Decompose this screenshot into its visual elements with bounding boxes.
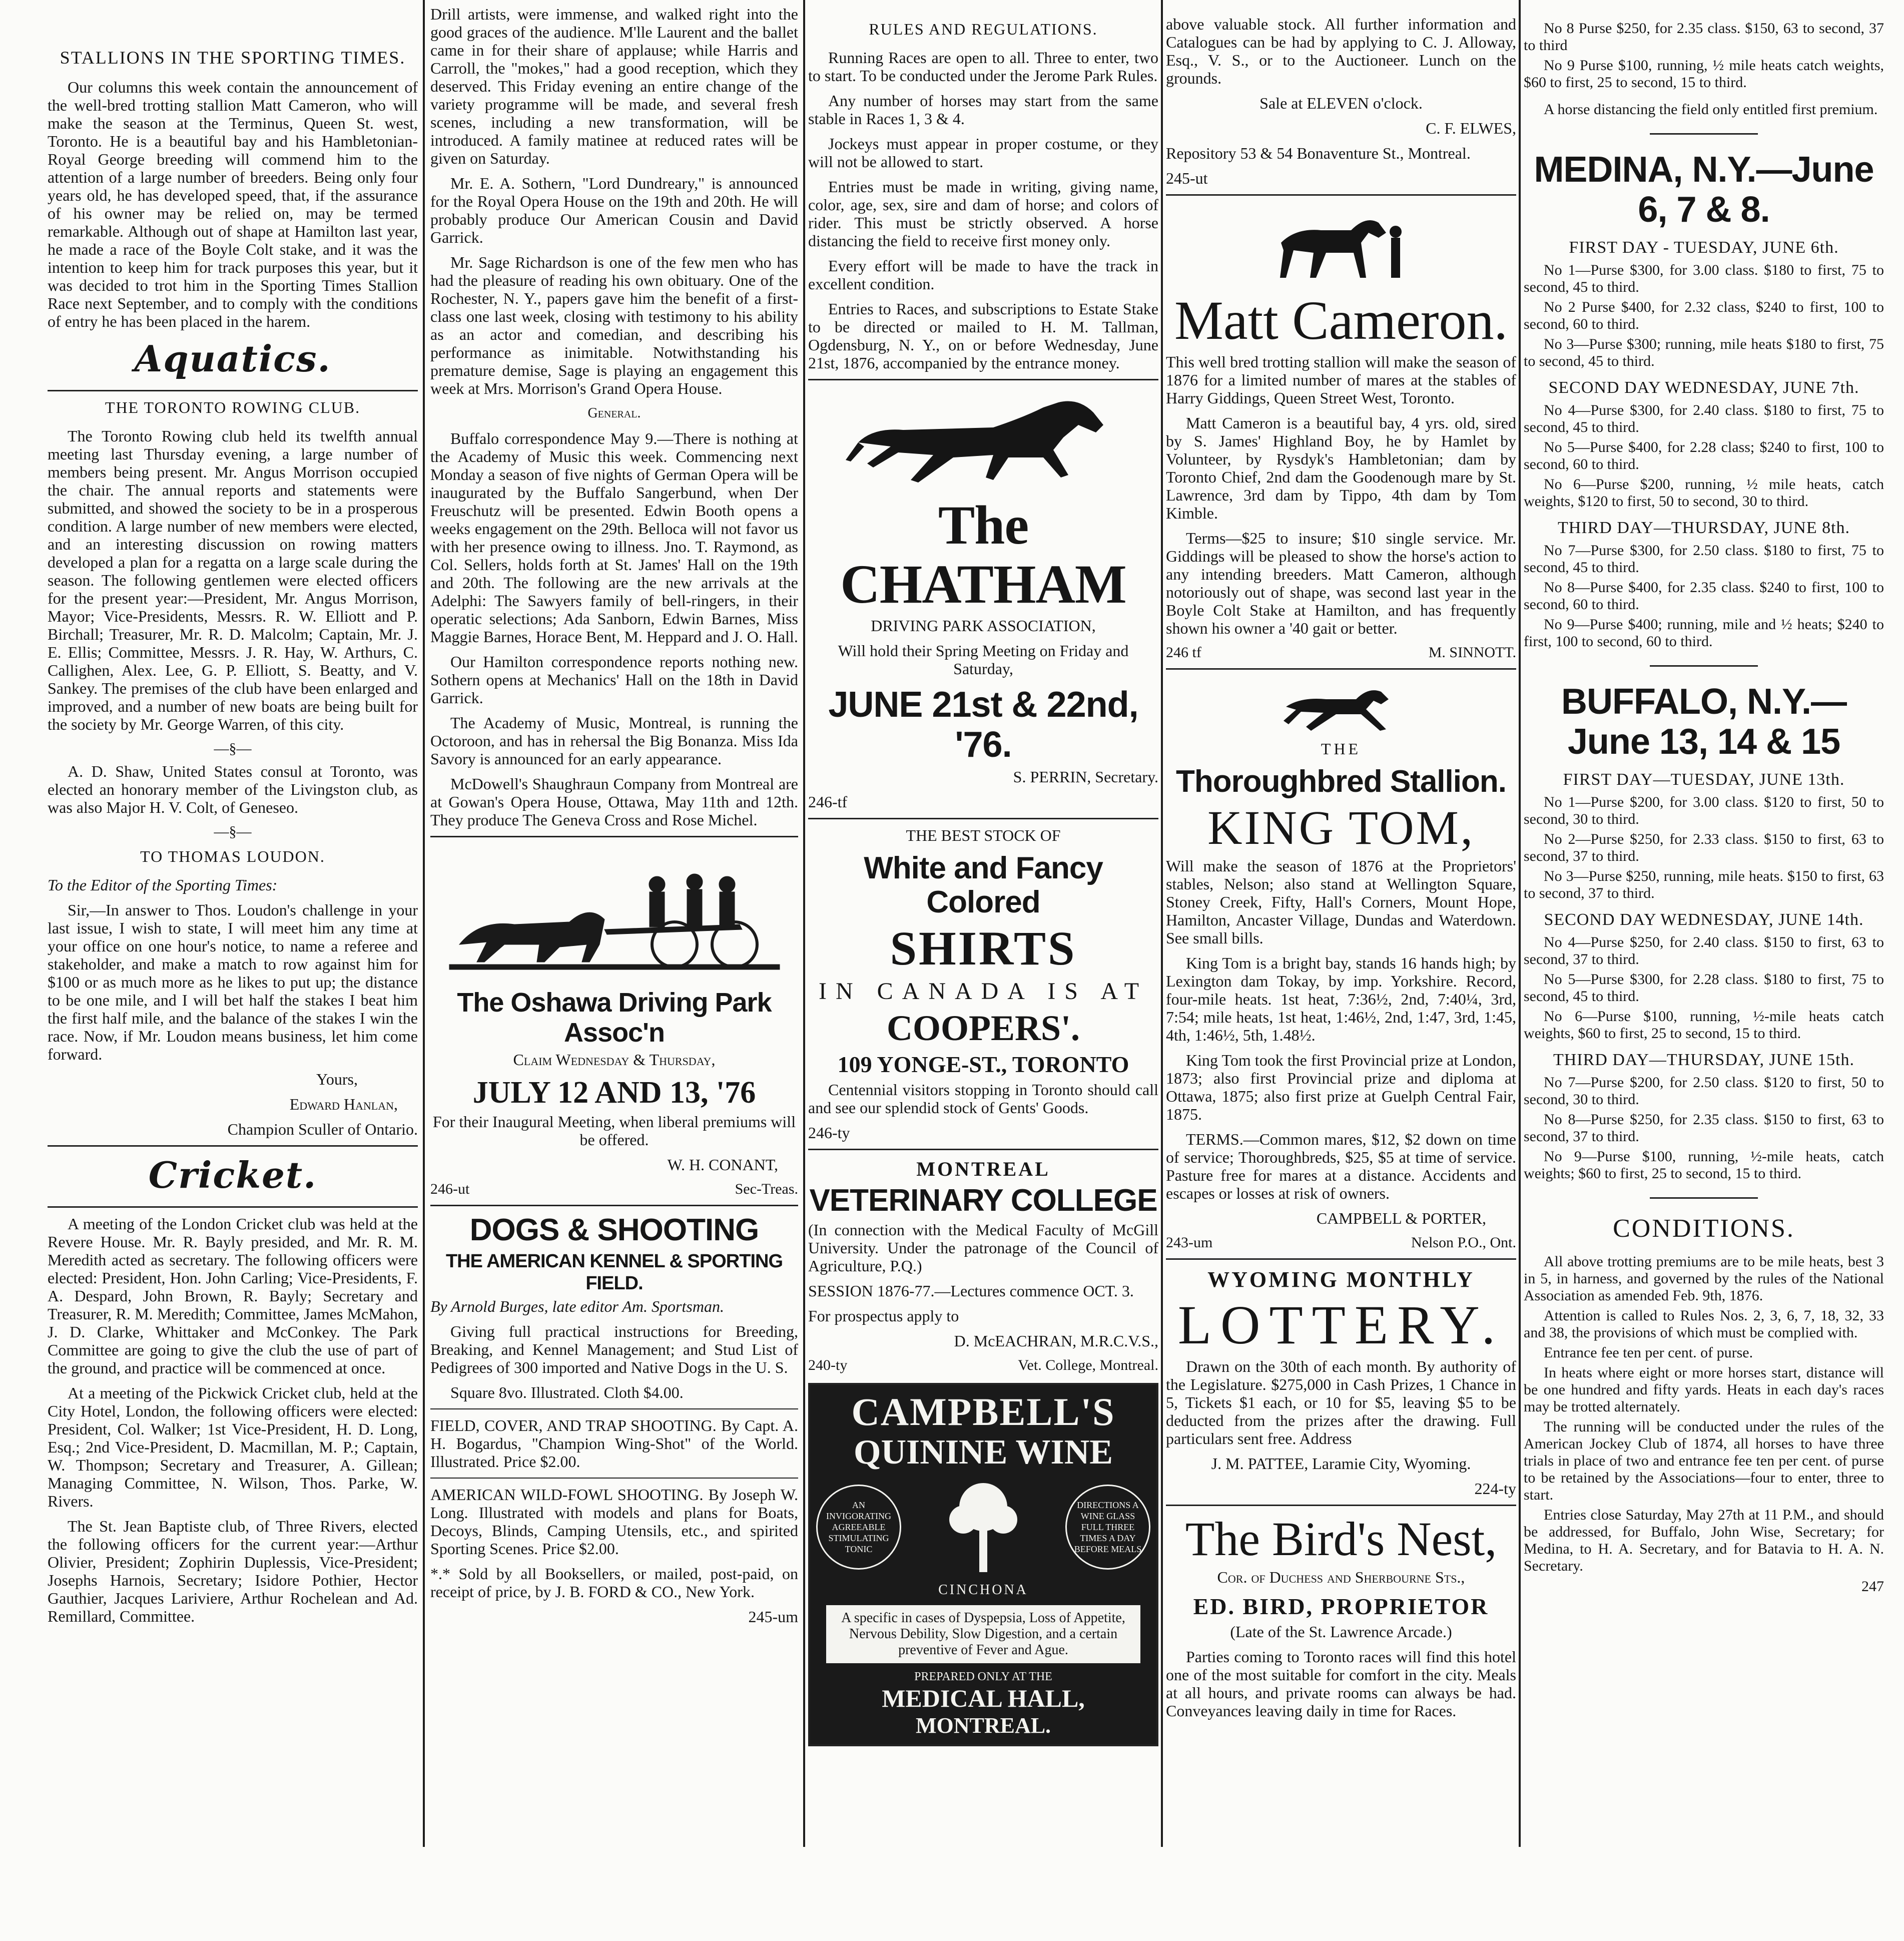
condition-item: All above trotting premiums are to be mile heats, best 3 in 5, in harness, and governed by the rules of the National Association as amended Feb. 9th, 1876. xyxy=(1524,1253,1884,1304)
birdsnest-late: (Late of the St. Lawrence Arcade.) xyxy=(1230,1623,1452,1641)
race-entry: No 8—Purse $250, for 2.35 class. $150 to first, 63 to second, 37 to third. xyxy=(1524,1111,1884,1145)
oshawa-code: 246-ut xyxy=(430,1181,470,1197)
oshawa-date: JULY 12 AND 13, '76 xyxy=(472,1076,756,1110)
cricket-p3: The St. Jean Baptiste club, of Three Rivers, elected the following officers for the current year:—Arthur Olivier, President; Zophirin Duplessis, Vice-President; Josephs Harnois, Secretary; Isidore Pothier, Hector Gauthier, Jacques Lariviere, Arthur Rochelean and Ad. Remillard, Committee. xyxy=(48,1517,418,1625)
matt-title: Matt Cameron. xyxy=(1174,290,1508,351)
medina-day-1: FIRST DAY - TUESDAY, JUNE 6th. xyxy=(1569,238,1839,257)
lottery-signer: J. M. PATTEE, Laramie City, Wyoming. xyxy=(1211,1454,1471,1473)
campbell-hall: MEDICAL HALL, xyxy=(882,1684,1085,1712)
rule-item: Any number of horses may start from the same stable in Races 1, 3 & 4. xyxy=(808,92,1158,128)
divider xyxy=(430,836,798,837)
race-entry: No 2 Purse $400, for 2.32 class, $240 to first, 100 to second, 60 to third. xyxy=(1524,299,1884,332)
medina-day-3: THIRD DAY—THURSDAY, JUNE 8th. xyxy=(1557,519,1850,537)
race-entry: No 5—Purse $300, for 2.28 class. $180 to first, 75 to second, 45 to third. xyxy=(1524,971,1884,1005)
condition-item: Entries close Saturday, May 27th at 11 P.M., and should be addressed, for Buffalo, John Wise, Secretary; for Medina, to H. A. Secretary, and for Batavia to H. A. N. Secretary. xyxy=(1524,1507,1884,1574)
general-heading: General. xyxy=(587,405,641,421)
race-entry: No 3—Purse $300; running, mile heats $180 to first, 75 to second, 45 to third. xyxy=(1524,336,1884,369)
race-entry: No 9—Purse $400; running, mile and ½ heats; $240 to first, 100 to second, 60 to third. xyxy=(1524,616,1884,650)
divider xyxy=(430,1478,798,1479)
medina-heading: MEDINA, N.Y.—June 6, 7 & 8. xyxy=(1534,150,1874,230)
campbell-line1: CAMPBELL'S xyxy=(851,1390,1115,1433)
kingtom-place: Nelson P.O., Ont. xyxy=(1411,1234,1516,1251)
oshawa-signer: W. H. CONANT, xyxy=(667,1156,778,1174)
buffalo-day-2: SECOND DAY WEDNESDAY, JUNE 14th. xyxy=(1544,910,1864,929)
campbell-city: MONTREAL. xyxy=(915,1713,1051,1738)
divider xyxy=(808,379,1158,380)
race-entry: No 9 Purse $100, running, ½ mile heats catch weights, $60 to first, 25 to second, 15 to third. xyxy=(1524,57,1884,91)
rule-item: Entries must be made in writing, giving name, color, age, sex, sire and dam of horse; and colors of rider. This must be strictly observed. A horse distancing the field to receive first money only. xyxy=(808,178,1158,250)
column-2 xyxy=(430,5,798,1847)
kingtom-signer: CAMPBELL & PORTER, xyxy=(1316,1209,1486,1227)
divider xyxy=(48,390,418,391)
dogs-desc: Giving full practical instructions for Breeding, Breaking, and Kennel Management; and Stud List of Pedigrees of 300 imported and Native Dogs in the U. S. xyxy=(430,1322,798,1376)
loudon-title: TO THOMAS LOUDON. xyxy=(140,847,325,865)
race-entry: No 7—Purse $300, for 2.50 class. $180 to first, 75 to second, 45 to third. xyxy=(1524,542,1884,576)
rule-item: Running Races are open to all. Three to enter, two to start. To be conducted under the Jerome Park Rules. xyxy=(808,49,1158,85)
race-entry: No 8—Purse $400, for 2.35 class. $240 to first, 100 to second, 60 to third. xyxy=(1524,579,1884,613)
lottery-title: WYOMING MONTHLY xyxy=(1207,1267,1475,1292)
race-entry: No 4—Purse $250, for 2.40 class. $150 to first, 63 to second, 37 to third. xyxy=(1524,934,1884,967)
loudon-yours: Yours, xyxy=(316,1070,358,1088)
hamilton-note: Our Hamilton correspondence reports nothing new. Sothern opens at Mechanics' Hall on the 18th in David Garrick. xyxy=(430,653,798,707)
race-entry: No 3—Purse $250, running, mile heats. $150 to first, 63 to second, 37 to third. xyxy=(1524,868,1884,901)
condition-item: The running will be conducted under the rules of the American Jockey Club of 1874, all horses to have three trials in place of two and entrance fee ten per cent. of purse to be retained by the Associations—four to enter, three to start. xyxy=(1524,1418,1884,1503)
oshawa-body: For their Inaugural Meeting, when liberal premiums will be offered. xyxy=(432,1113,796,1149)
matt-code: 246 tf xyxy=(1166,644,1201,661)
divider xyxy=(1166,194,1516,196)
column-rule-3 xyxy=(1161,0,1163,1847)
kingtom-title: KING TOM, xyxy=(1207,801,1475,854)
column-rule-4 xyxy=(1519,0,1521,1847)
divider xyxy=(808,818,1158,819)
conditions-title: CONDITIONS. xyxy=(1613,1214,1795,1243)
shirts-line4: COOPERS'. xyxy=(886,1008,1080,1048)
conditions-code: 247 xyxy=(1861,1578,1884,1595)
rowing-club-title: THE TORONTO ROWING CLUB. xyxy=(105,398,361,416)
divider xyxy=(1166,1505,1516,1506)
birdsnest-title: The Bird's Nest, xyxy=(1185,1512,1497,1566)
campbell-prep: PREPARED ONLY AT THE xyxy=(914,1670,1052,1683)
shirts-line3: IN CANADA IS AT xyxy=(818,978,1148,1005)
vet-line2: VETERINARY COLLEGE xyxy=(809,1183,1157,1218)
running-horse-icon xyxy=(1281,677,1401,737)
auction-sale-time: Sale at ELEVEN o'clock. xyxy=(1259,94,1423,112)
kingtom-code: 243-um xyxy=(1166,1234,1213,1251)
rule-item: Entries to Races, and subscriptions to Estate Stake to be directed or mailed to H. M. Tallman, Ogdensburg, N. Y., on or before Wednesday, June 21st, 1876, accompanied by the entrance money. xyxy=(808,300,1158,372)
shirts-pre: THE BEST STOCK OF xyxy=(906,826,1061,844)
divider xyxy=(1166,668,1516,670)
matt-owner: M. SINNOTT. xyxy=(1428,644,1516,661)
dogs-title: DOGS & SHOOTING xyxy=(469,1213,759,1247)
chatham-body: Will hold their Spring Meeting on Friday and Saturday, xyxy=(838,642,1129,678)
matt-p1: This well bred trotting stallion will make the season of 1876 for a limited number of mares at the stables of Harry Giddings, Queen Street West, Toronto. xyxy=(1166,353,1516,407)
condition-item: Entrance fee ten per cent. of purse. xyxy=(1544,1344,1753,1361)
kingtom-p1: Will make the season of 1876 at the Proprietors' stables, Nelson; also stand at Wellington Square, Stoney Creek, Fifty, Hall's Corners, Mount Hope, Hamilton, Ancaster Village, Dundas and Waterdown. See small bills. xyxy=(1166,857,1516,947)
chatham-code: 246-tf xyxy=(808,793,848,811)
kingtom-sub: Thoroughbred Stallion. xyxy=(1176,764,1506,799)
birdsnest-proprietor: ED. BIRD, PROPRIETOR xyxy=(1193,1594,1489,1619)
race-entry: No 2—Purse $250, for 2.33 class. $150 to first, 63 to second, 37 to third. xyxy=(1524,831,1884,864)
lottery-big: LOTTERY. xyxy=(1177,1294,1505,1355)
cricket-p2: At a meeting of the Pickwick Cricket club, held at the City Hotel, London, the following officers were elected: President, Col. Walker; 1st Vice-President, H. D. Long, Esq.; 2nd Vice-President, D. Macmillan, M. P.; Captain, W. Thompson; Secretary and Treasurer, A. Gillean; Managing Committee, N. Wilson, Thos. Parke, W. Rivers. xyxy=(48,1384,418,1510)
chatham-title: The CHATHAM xyxy=(840,495,1126,615)
column-rule-2 xyxy=(803,0,805,1847)
cricket-p1: A meeting of the London Cricket club was held at the Revere House. Mr. R. Bayly presided, and Mr. R. M. Meredith acted as secretary. The following officers were elected: President, Hon. John Carling; Vice-Presidents, F. A. Despard, John Brown, R. Bayly; Secretary and Treasurer, R. M. Meredith; Committee, James McMahon, J. D. Clarke, Whittaker and McConkey. The Park Committee are going to give the club the use of part of the ground, and practice will be commenced at once. xyxy=(48,1215,418,1377)
divider xyxy=(48,1145,418,1147)
race-entry: No 9—Purse $100, running, ½-mile heats, catch weights; $60 to first, 25 to second, 15 to third. xyxy=(1524,1148,1884,1182)
buffalo-heading: BUFFALO, N.Y.—June 13, 14 & 15 xyxy=(1561,682,1846,762)
kingtom-p4: TERMS.—Common mares, $12, $2 down on time of service; Thoroughbreds, $25, $5 at time of service. Pasture free for mares at a distance. Accidents and escapes or losses at risk of owners. xyxy=(1166,1130,1516,1202)
matt-p2: Matt Cameron is a beautiful bay, 4 yrs. old, sired by S. James' Highland Boy, he by Hamlet by Volunteer, by Rysdyk's Hambletonian; dam by Toronto Chief, 2nd dam the Goodenough mare by St. Lawrence, 3rd dam by Tippo, 4th dam by Tom Kimble. xyxy=(1166,414,1516,522)
buffalo-day-1: FIRST DAY—TUESDAY, JUNE 13th. xyxy=(1563,770,1845,789)
vet-session: SESSION 1876-77.—Lectures commence OCT. 3. xyxy=(808,1282,1134,1300)
divider xyxy=(1650,665,1758,667)
condition-item: In heats where eight or more horses start, distance will be one hundred and fifty yards. Heats in each day's races may be trotted alternately. xyxy=(1524,1364,1884,1415)
divider xyxy=(430,1408,798,1409)
shirts-line2: SHIRTS xyxy=(890,921,1077,975)
dogs-subtitle: THE AMERICAN KENNEL & SPORTING FIELD. xyxy=(445,1251,783,1294)
chatham-sub: DRIVING PARK ASSOCIATION, xyxy=(871,617,1096,635)
divider xyxy=(808,1149,1158,1150)
campbell-quinine-ad xyxy=(808,1383,1158,1746)
kingtom-p2: King Tom is a bright bay, stands 16 hands high; by Lexington dam Tokay, by imp. Yorkshire. Record, four-mile heats. 1st heat, 7:36½, 2nd, 7:40¼, 3rd, 7:54; mile heats, 1st heat, 1:46½, 2nd, 1:47, 3rd, 1:45, 4th, 1:46½, 5th, 1.48½. xyxy=(1166,954,1516,1044)
loudon-body: Sir,—In answer to Thos. Loudon's challenge in your last issue, I wish to state, I will meet him any time at your office on one hour's notice, to name a referee and stakeholder, and make a match to row against him for $100 or as much more as he likes to put up; the distance to be one mile, and I will bet half the stakes I beat him the first half mile, and the balance of the stakes I win the race. Now, if Mr. Loudon means business, let him come forward. xyxy=(48,901,418,1063)
loudon-signer-title: Champion Sculler of Ontario. xyxy=(227,1120,418,1138)
field-cover-trap: FIELD, COVER, AND TRAP SHOOTING. By Capt. A. H. Bogardus, "Champion Wing-Shot" of the World. Illustrated. Price $2.00. xyxy=(430,1416,798,1471)
distancing-note: A horse distancing the field only entitled first premium. xyxy=(1544,101,1878,118)
cinchona-tree-icon xyxy=(938,1477,1028,1577)
divider xyxy=(1650,1197,1758,1199)
stallions-body: Our columns this week contain the announcement of the well-bred trotting stallion Matt Cameron, who will make the season at the Terminus, Queen St. west, Toronto. He is a beautiful bay and his Hambletonian-Royal George breeding will commend him to the attention of a large number of breeders. Being only four years old, he has developed speed, that, if the assurance of his owner may be relied on, may be termed remarkable. Although out of shape at Hamilton last year, he made a race of the Boyle Colt stake, and it was the intention to keep him for track purposes this year, but it was decided to trot him in the Sporting Times Stallion Race next September, and to comply with the conditions of entry he has been placed in the harem. xyxy=(48,78,418,330)
chatham-date: JUNE 21st & 22nd, '76. xyxy=(828,685,1138,765)
dogs-code: 245-um xyxy=(748,1608,798,1626)
campbell-right-seal: DIRECTIONS A WINE GLASS FULL THREE TIMES A DAY BEFORE MEALS xyxy=(1065,1485,1150,1570)
kingtom-p3: King Tom took the first Provincial prize at London, 1873; also first Provincial prize and diploma at Ottawa, 1875; also first prize at Guelph Central Fair, 1875. xyxy=(1166,1051,1516,1123)
oshawa-claim: Claim Wednesday & Thursday, xyxy=(513,1051,716,1069)
lottery-code: 224-ty xyxy=(1474,1480,1516,1498)
race-entry: No 1—Purse $300, for 3.00 class. $180 to first, 75 to second, 45 to third. xyxy=(1524,262,1884,295)
race-entry: No 7—Purse $200, for 2.50 class. $120 to first, 50 to second, 30 to third. xyxy=(1524,1074,1884,1108)
birdsnest-address: Cor. of Duchess and Sherbourne Sts., xyxy=(1217,1568,1465,1586)
divider xyxy=(48,1206,418,1208)
sold-by: *.* Sold by all Booksellers, or mailed, post-paid, on receipt of price, by J. B. FORD & CO., New York. xyxy=(430,1565,798,1601)
race-entry: No 8 Purse $250, for 2.35 class. $150, 63 to second, 37 to third xyxy=(1524,20,1884,54)
kingtom-the: THE xyxy=(1321,740,1362,758)
aquatics-heading: Aquatics. xyxy=(134,337,331,380)
shirts-body: Centennial visitors stopping in Toronto should call and see our splendid stock of Gents' Goods. xyxy=(808,1081,1158,1117)
vet-line1: MONTREAL xyxy=(916,1158,1050,1180)
sage-note: Mr. Sage Richardson is one of the few men who has had the pleasure of reading his own obituary. One of the Rochester, N. Y., papers gave him the benefit of a first-class one last week, closing with testimony to his ability as an actor and comedian, and describing his performance as inimitable. Notwithstanding his premature demise, Sage is playing an engagement this week at Mrs. Morrison's Grand Opera House. xyxy=(430,253,798,397)
vet-body: (In connection with the Medical Faculty of McGill University. Under the patronage of the Council of Agriculture, P.Q.) xyxy=(808,1221,1158,1275)
shaw-note: A. D. Shaw, United States consul at Toronto, was elected an honorary member of the Livingston club, as was also Major H. V. Colt, of Geneseo. xyxy=(48,762,418,816)
column-5 xyxy=(1524,20,1884,1847)
auction-signer: C. F. ELWES, xyxy=(1426,119,1516,137)
race-entry: No 6—Purse $100, running, ½-mile heats catch weights, $60 to first, 25 to second, 15 to third. xyxy=(1524,1008,1884,1042)
buffalo-correspondence: Buffalo correspondence May 9.—There is nothing at the Academy of Music this week. Commencing next Monday a season of five nights of German Opera will be inaugurated by the Buffalo Sangerbund, when Der Freuschutz will be presented. Edwin Booth opens a weeks engagement on the 29th. Belloca will not favor us with her presence owing to illness. Jno. T. Raymond, as Col. Sellers, holds forth at St. James' Hall on the 19th and 20th. The following are the new arrivals at the Adelphi: The Sawyers family of bell-ringers, in their operatic selections; Ada Sanborn, Edwin Barnes, Miss Maggie Barnes, Horace Bent, M. Heppard and J. O. Hall. xyxy=(430,429,798,646)
montreal-note: The Academy of Music, Montreal, is running the Octoroon, and has in rehersal the Big Bonanza. Miss Ida Savory is announced for an early appearance. xyxy=(430,714,798,768)
matt-p3: Terms—$25 to insure; $10 single service. Mr. Giddings will be pleased to show the horse's action to any intending breeders. Matt Cameron, although notoriously out of shape, was second last year in the Boyle Colt Stake at Hamilton, and has frequently shown his owner a '40 gait or better. xyxy=(1166,529,1516,637)
mcdowell-note: McDowell's Shaughraun Company from Montreal are at Gowan's Opera House, Ottawa, May 11th and 12th. They produce The Geneva Cross and Rose Michel. xyxy=(430,775,798,829)
divider xyxy=(1166,1258,1516,1260)
cinchona-label: CINCHONA xyxy=(938,1582,1028,1598)
auction-notice: above valuable stock. All further information and Catalogues can be had by applying to C. J. Alloway, Esq., V. S., or to the Auctioneer. Lunch on the grounds. xyxy=(1166,15,1516,87)
vet-signer: D. McEACHRAN, M.R.C.V.S., xyxy=(954,1332,1158,1350)
oshawa-role: Sec-Treas. xyxy=(735,1181,798,1197)
section-divider: —§— xyxy=(214,740,252,757)
column-rule-1 xyxy=(423,0,425,1847)
stallions-title: STALLIONS IN THE SPORTING TIMES. xyxy=(60,48,406,68)
vet-code: 240-ty xyxy=(808,1357,848,1373)
vet-place: Vet. College, Montreal. xyxy=(1018,1357,1158,1373)
oshawa-title: The Oshawa Driving Park Assoc'n xyxy=(457,988,772,1048)
loudon-signer: Edward Hanlan, xyxy=(289,1095,398,1113)
column-1 xyxy=(48,40,418,1842)
race-entry: No 5—Purse $400, for 2.28 class; $240 to first, 100 to second, 60 to third. xyxy=(1524,439,1884,472)
shirts-code: 246-ty xyxy=(808,1124,850,1142)
dogs-author: By Arnold Burges, late editor Am. Sportsman. xyxy=(430,1297,724,1315)
sothern-note: Mr. E. A. Sothern, "Lord Dundreary," is announced for the Royal Opera House on the 19th and 20th. He will probably produce Our American Cousin and David Garrick. xyxy=(430,174,798,246)
divider xyxy=(1650,133,1758,135)
column-3 xyxy=(808,20,1158,1847)
campbell-line2: QUININE WINE xyxy=(854,1433,1113,1472)
rules-title: RULES AND REGULATIONS. xyxy=(869,20,1098,38)
shirts-address: 109 YONGE-ST., TORONTO xyxy=(837,1052,1129,1077)
birdsnest-body: Parties coming to Toronto races will find this hotel one of the most suitable for comfort in the city. Meals at all hours, and private rooms can always be had. Conveyances leaving daily in time for Races. xyxy=(1166,1648,1516,1720)
race-entry: No 1—Purse $200, for 3.00 class. $120 to first, 50 to second, 30 to third. xyxy=(1524,794,1884,827)
variety-notes: Drill artists, were immense, and walked right into the good graces of the audience. M'lle Laurent and the ballet came in for their share of applause; while Harris and Carroll, the "mokes," had a good reception, which they deserved. This Friday evening an entire change of the variety programme will be made, and several fresh scenes, including a new transformation, will be introduced. A family matinee at reduced rates will be given on Saturday. xyxy=(430,5,798,167)
race-entry: No 4—Purse $300, for 2.40 class. $180 to first, 75 to second, 45 to third. xyxy=(1524,402,1884,435)
rule-item: Every effort will be made to have the track in excellent condition. xyxy=(808,257,1158,293)
rowing-club-body: The Toronto Rowing club held its twelfth annual meeting last Thursday evening, a large number of members being present. Mr. Angus Morrison occupied the chair. The annual reports and statements were submitted, and showed the society to be in a prosperous condition. A large number of new members were elected, and an interesting discussion on rowing matters developed a plan for a regatta on a large scale during the season. The following gentlemen were elected officers for the present year:—President, Mr. Angus Morrison, Mayor; Vice-Presidents, Messrs. R. W. Elliott and P. Birchall; Treasurer, Mr. R. D. Malcolm; Captain, Mr. J. E. Ellis; Committee, Messrs. J. R. Hay, W. Arthurs, C. Callighen, Alex. Lee, G. P. Elliott, S. Beatty, and V. Sankey. The premises of the club have been enlarged and improved, and a number of new boats are being built for the society by Mr. George Warren, of this city. xyxy=(48,427,418,733)
trotting-horse-engraving xyxy=(843,387,1123,493)
sulky-racing-engraving xyxy=(439,844,790,985)
auction-repository: Repository 53 & 54 Bonaventure St., Montreal. xyxy=(1166,144,1471,162)
campbell-description: A specific in cases of Dyspepsia, Loss of Appetite, Nervous Debility, Slow Digestion, and a certain preventive of Fever and Ague. xyxy=(826,1605,1140,1663)
divider xyxy=(430,1205,798,1206)
lottery-body: Drawn on the 30th of each month. By authority of the Legislature. $275,000 in Cash Prizes, 1 Chance in 5, Tickets $1 each, or 10 for $5, leaving $5 to be deducted from the prizes after the drawing. Full particulars sent free. Address xyxy=(1166,1357,1516,1447)
column-4 xyxy=(1166,15,1516,1847)
shirts-line1: White and Fancy Colored xyxy=(864,851,1103,919)
medina-day-2: SECOND DAY WEDNESDAY, JUNE 7th. xyxy=(1548,378,1859,397)
stallion-with-groom-engraving xyxy=(1266,203,1416,288)
dogs-price: Square 8vo. Illustrated. Cloth $4.00. xyxy=(450,1383,684,1401)
campbell-left-seal: AN INVIGORATING AGREEABLE STIMULATING TONIC xyxy=(816,1485,901,1570)
loudon-editor: To the Editor of the Sporting Times: xyxy=(48,876,278,894)
chatham-signer: S. PERRIN, Secretary. xyxy=(1013,768,1158,786)
vet-apply: For prospectus apply to xyxy=(808,1307,959,1325)
section-divider: —§— xyxy=(214,823,252,840)
buffalo-day-3: THIRD DAY—THURSDAY, JUNE 15th. xyxy=(1553,1051,1855,1069)
auction-code: 245-ut xyxy=(1166,169,1208,187)
condition-item: Attention is called to Rules Nos. 2, 3, 6, 7, 18, 32, 33 and 38, the provisions of which must be complied with. xyxy=(1524,1307,1884,1341)
race-entry: No 6—Purse $200, running, ½ mile heats, catch weights, $120 to first, 50 to second, 30 to third. xyxy=(1524,476,1884,510)
rule-item: Jockeys must appear in proper costume, or they will not be allowed to start. xyxy=(808,135,1158,171)
cricket-heading: Cricket. xyxy=(148,1154,317,1196)
wild-fowl: AMERICAN WILD-FOWL SHOOTING. By Joseph W. Long. Illustrated with models and plans for Boats, Decoys, Blinds, Camping Utensils, etc., and spirited Sporting Scenes. Price $2.00. xyxy=(430,1486,798,1558)
